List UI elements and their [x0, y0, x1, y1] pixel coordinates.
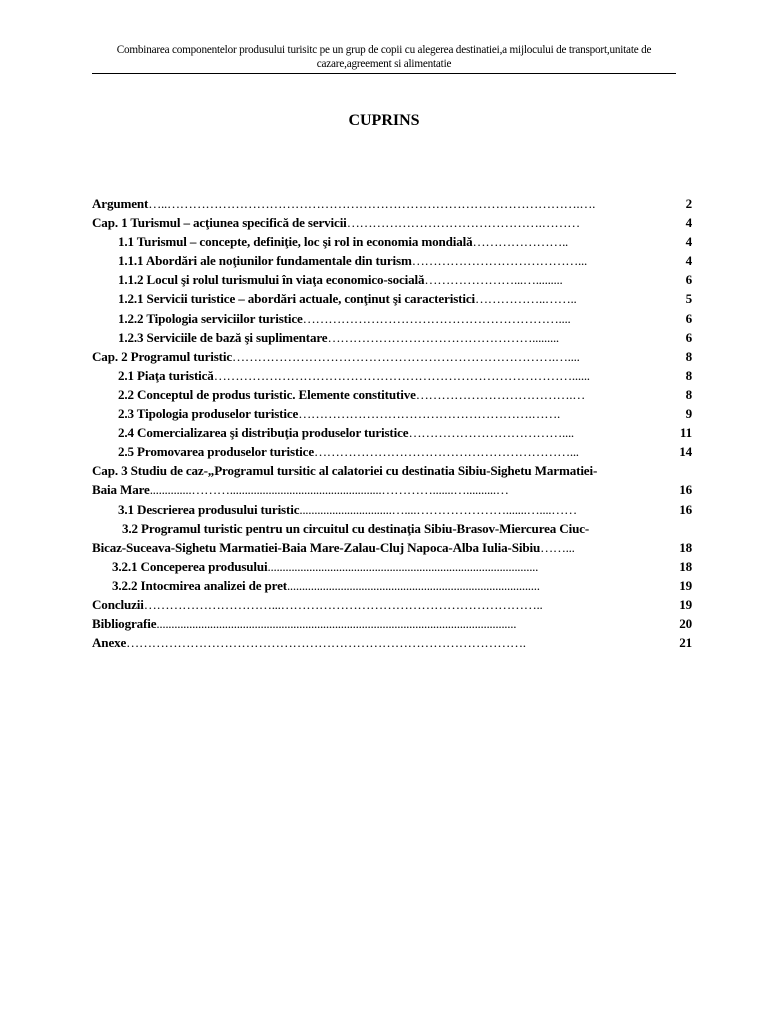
toc-page-number: 4 [685, 215, 692, 231]
toc-entry-3-2-1[interactable] [92, 557, 692, 576]
toc-entry-label: 3.2.2 Intocmirea analizei de pret [112, 577, 287, 593]
toc-page-number: 2 [685, 196, 692, 211]
toc-entry-label: 2.3 Tipologia produselor turistice [118, 406, 299, 422]
toc-page-number: 21 [679, 635, 692, 651]
toc-page-number: 11 [679, 425, 692, 441]
toc-entry-label: 2.4 Comercializarea şi distribuţia produselor turistice [118, 425, 409, 441]
toc-entry-1-2-2[interactable] [92, 309, 692, 328]
toc-entry-label: 1.1.2 Locul şi rolul turismului în viaţa economico-socială [118, 272, 425, 288]
page-title: CUPRINS [348, 112, 420, 129]
toc-entry-argument[interactable] [92, 194, 692, 213]
toc-page-number: 16 [679, 482, 692, 498]
toc-entry-label: 1.2.1 Servicii turistice – abordări actuale, conţinut şi caracteristici [118, 291, 475, 307]
toc-page-number: 18 [679, 539, 692, 555]
dot-leader: ...............................…....………………….......…....…… [299, 501, 577, 517]
toc-entry-label: 1.1.1 Abordări ale noţiunilor fundamentale din turism [118, 253, 412, 269]
toc-page-number: 4 [685, 234, 692, 250]
toc-page-number: 8 [685, 348, 692, 364]
dot-leader: …………………………………………………………………………………. [126, 635, 526, 651]
dot-leader: ..............………...................................................………….......…..........… [149, 482, 509, 498]
toc-page-number: 18 [679, 558, 692, 574]
toc-page-number: 9 [685, 406, 692, 422]
toc-entry-2-1[interactable] [92, 366, 692, 385]
toc-page-number: 6 [685, 272, 692, 288]
dot-leader: ……………………………….… [415, 386, 586, 402]
toc-entry-bibliografie[interactable] [92, 614, 692, 633]
toc-entry-2-5[interactable] [92, 442, 692, 461]
toc-entry-label: 3.2.1 Conceperea produsului [112, 558, 268, 574]
toc-entry-2-3[interactable] [92, 404, 692, 423]
toc-entry-line [92, 480, 692, 499]
dot-leader: …………………………………………......... [327, 329, 559, 345]
toc-entry-label: Cap. 2 Programul turistic [92, 348, 233, 364]
toc-entry-2-2[interactable] [92, 385, 692, 404]
toc-page-number: 20 [679, 616, 692, 632]
toc-page-number: 8 [685, 367, 692, 383]
toc-page-number: 14 [679, 444, 692, 460]
toc-entry-1-1[interactable] [92, 232, 692, 251]
toc-entry-label: Bibliografie [92, 616, 157, 632]
toc-page-number: 19 [679, 596, 692, 612]
dot-leader: ......................................................................................................................... [156, 616, 517, 632]
toc-page-number: 19 [679, 577, 692, 593]
dot-leader: ………………….. [472, 234, 569, 250]
toc-page-number: 16 [679, 501, 692, 517]
toc-entry-label: Bicaz-Suceava-Sighetu Marmatiei-Baia Mare-Zalau-Cluj Napoca-Alba Iulia-Sibiu [92, 539, 541, 555]
toc-entry-label: 1.2.2 Tipologia serviciilor turistice [118, 310, 303, 326]
toc-entry-label: Argument [92, 196, 149, 211]
toc-entry-line [92, 461, 692, 480]
toc-entry-2-4[interactable] [92, 423, 692, 442]
toc-entry-label: Baia Mare [92, 482, 150, 498]
toc-page-number: 4 [685, 253, 692, 269]
toc-entry-label: 3.1 Descrierea produsului turistic [118, 501, 300, 517]
dot-leader: …………………………………………………………………………...... [213, 367, 590, 383]
toc-entry-label: Cap. 1 Turismul – acţiunea specifică de servicii [92, 215, 347, 231]
dot-leader: ……………………………….... [408, 425, 574, 441]
dot-leader: …………………………...…………………………………………………….. [143, 596, 543, 612]
table-of-contents [92, 194, 692, 652]
dot-leader: …………………...…......... [424, 272, 563, 288]
toc-entry-cap2[interactable] [92, 347, 692, 366]
dot-leader: ……………..…….. [475, 291, 577, 307]
dot-leader: ……………………………………………….……. [298, 406, 561, 422]
toc-entry-cap3[interactable] [92, 461, 692, 499]
toc-entry-3-2[interactable] [92, 519, 692, 557]
toc-entry-label: 3.2 Programul turistic pentru un circuitul cu destinaţia Sibiu-Brasov-Miercurea Ciuc- [122, 520, 590, 536]
toc-entry-1-1-1[interactable] [92, 251, 692, 270]
toc-entry-cap1[interactable] [92, 213, 692, 232]
dot-leader: ........................................................................................... [267, 558, 539, 574]
dot-leader: …………………………………………………….... [302, 310, 571, 326]
toc-entry-3-2-2[interactable] [92, 576, 692, 595]
toc-page-number: 6 [685, 329, 692, 345]
toc-page-number: 8 [685, 386, 692, 402]
dot-leader: ……………………………………….……… [346, 215, 580, 231]
dot-leader: ..................................................................................... [286, 577, 540, 593]
toc-entry-label: Concluzii [92, 596, 144, 612]
running-header: Combinarea componentelor produsului turisitc pe un grup de copii cu alegerea destinatiei,a mijlocului de transport,unitate de cazare,agreement si alimentatie [92, 43, 676, 74]
toc-entry-1-1-2[interactable] [92, 270, 692, 289]
dot-leader: …..…………………………………………………………………………………….…. [148, 196, 596, 211]
toc-entry-label: Anexe [92, 635, 127, 651]
toc-entry-line [92, 538, 692, 557]
toc-entry-1-2-3[interactable] [92, 328, 692, 347]
toc-entry-1-2-1[interactable] [92, 289, 692, 308]
toc-entry-label: 2.5 Promovarea produselor turistice [118, 444, 314, 460]
dot-leader: ………………………………………………………………….….... [232, 348, 580, 364]
toc-entry-label: Cap. 3 Studiu de caz-„Programul tursitic al calatoriei cu destinatia Sibiu-Sighetu Marmatiei- [92, 463, 598, 479]
toc-page-number: 5 [685, 291, 692, 307]
toc-entry-anexe[interactable] [92, 633, 692, 652]
dot-leader: ……………………………………………………... [313, 444, 579, 460]
toc-entry-label: 1.2.3 Serviciile de bază şi suplimentare [118, 329, 328, 345]
toc-entry-3-1[interactable] [92, 500, 692, 519]
toc-entry-concluzii[interactable] [92, 595, 692, 614]
dot-leader: …………………………………... [411, 253, 587, 269]
toc-entry-label: 2.1 Piaţa turistică [118, 367, 214, 383]
toc-entry-label: 2.2 Conceptul de produs turistic. Elemente constitutive [118, 386, 416, 402]
toc-entry-line [92, 519, 692, 538]
toc-page-number: 6 [685, 310, 692, 326]
toc-entry-label: 1.1 Turismul – concepte, definiţie, loc şi rol in economia mondială [118, 234, 473, 250]
dot-leader: ……... [540, 539, 575, 555]
